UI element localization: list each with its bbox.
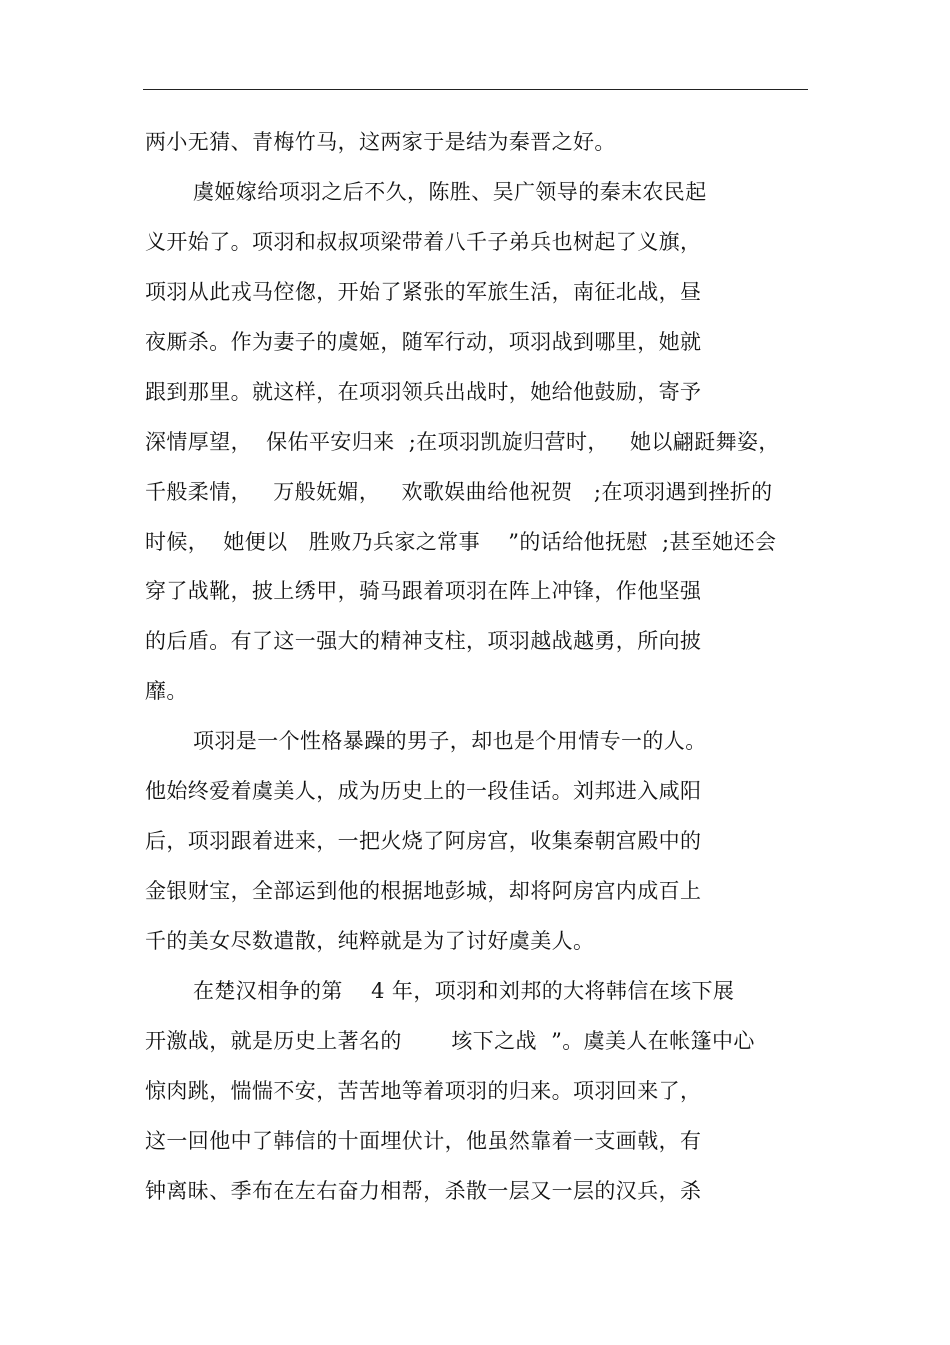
text-line: 时候， 她便以 胜败乃兵家之常事 ”的话给他抚慰 ;甚至她还会 xyxy=(145,530,777,554)
text-line: 后，项羽跟着进来，一把火烧了阿房宫，收集秦朝宫殿中的 xyxy=(145,829,702,853)
text-line: 项羽从此戎马倥偬，开始了紧张的军旅生活，南征北战，昼 xyxy=(145,280,702,304)
text-line: 虞姬嫁给项羽之后不久，陈胜、吴广领导的秦末农民起 xyxy=(193,180,707,204)
text-line: 项羽是一个性格暴躁的男子，却也是个用情专一的人。 xyxy=(193,729,707,753)
header-rule xyxy=(143,89,808,90)
text-line: 穿了战靴，披上绣甲，骑马跟着项羽在阵上冲锋，作他坚强 xyxy=(145,579,702,603)
text-line: 的后盾。有了这一强大的精神支柱，项羽越战越勇，所向披 xyxy=(145,629,702,653)
text-line: 夜厮杀。作为妻子的虞姬，随军行动，项羽战到哪里，她就 xyxy=(145,330,702,354)
text-line: 在楚汉相争的第 4 年，项羽和刘邦的大将韩信在垓下展 xyxy=(193,979,735,1003)
text-line: 千般柔情， 万般妩媚， 欢歌娱曲给他祝贺 ;在项羽遇到挫折的 xyxy=(145,480,773,504)
text-line: 金银财宝，全部运到他的根据地彭城，却将阿房宫内成百上 xyxy=(145,879,702,903)
text-line: 这一回他中了韩信的十面埋伏计，他虽然靠着一支画戟，有 xyxy=(145,1129,702,1153)
text-line: 他始终爱着虞美人，成为历史上的一段佳话。刘邦进入咸阳 xyxy=(145,779,702,803)
text-line: 两小无猜、青梅竹马，这两家于是结为秦晋之好。 xyxy=(145,130,616,154)
text-line: 惊肉跳，惴惴不安，苦苦地等着项羽的归来。项羽回来了， xyxy=(145,1079,702,1103)
text-line: 跟到那里。就这样，在项羽领兵出战时，她给他鼓励，寄予 xyxy=(145,380,702,404)
text-line: 开激战，就是历史上著名的 垓下之战 ”。虞美人在帐篷中心 xyxy=(145,1029,755,1053)
text-line: 钟离昧、季布在左右奋力相帮，杀散一层又一层的汉兵，杀 xyxy=(145,1179,702,1203)
text-line: 千的美女尽数遣散，纯粹就是为了讨好虞美人。 xyxy=(145,929,595,953)
text-line: 靡。 xyxy=(145,679,188,703)
text-line: 深情厚望， 保佑平安归来 ;在项羽凯旋归营时， 她以翩跹舞姿， xyxy=(145,430,780,454)
text-line: 义开始了。项羽和叔叔项梁带着八千子弟兵也树起了义旗， xyxy=(145,230,702,254)
